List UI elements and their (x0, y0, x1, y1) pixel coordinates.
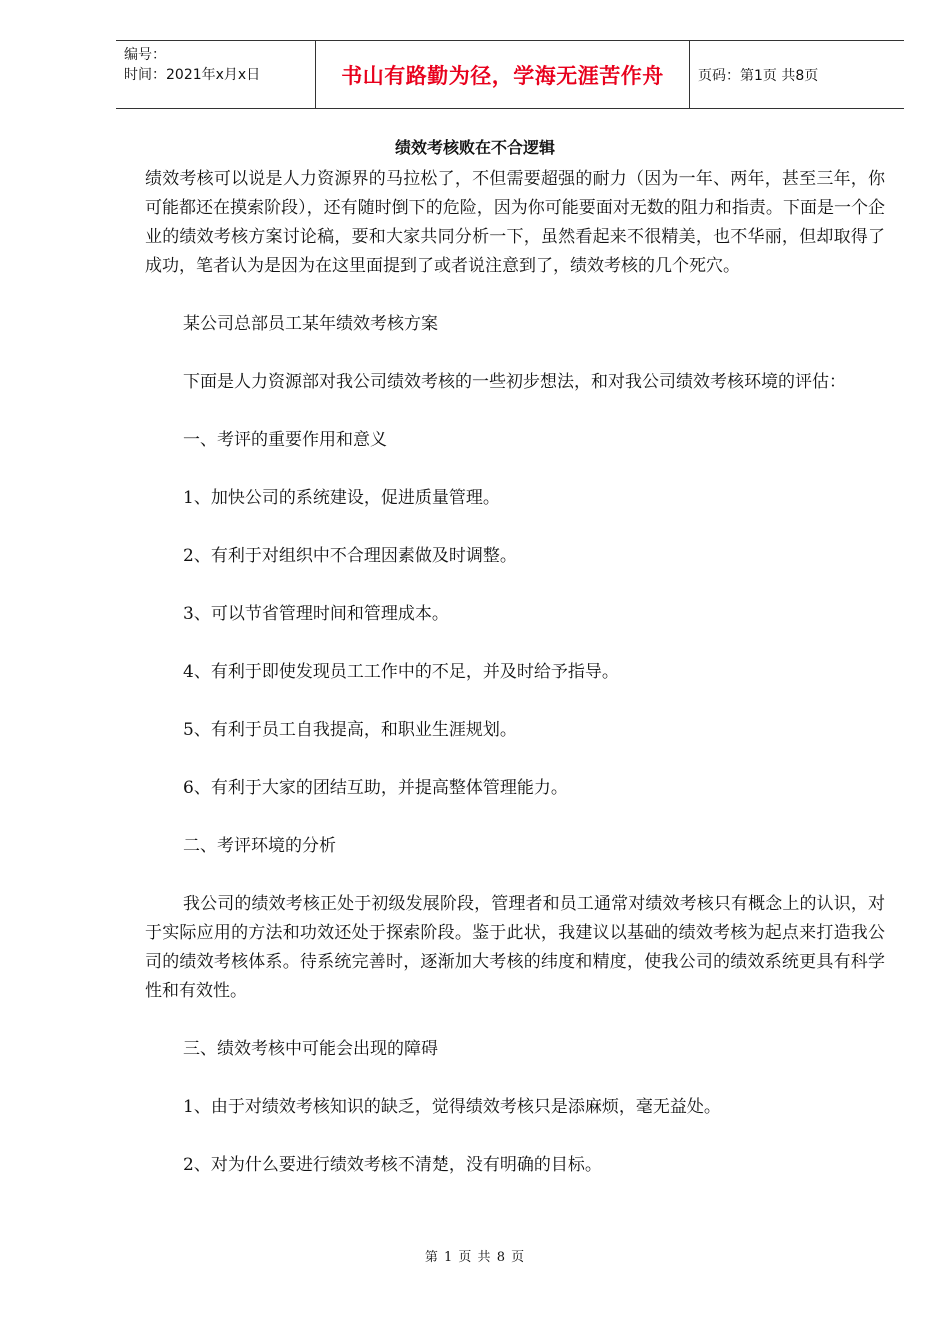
header-motto: 书山有路勤为径，学海无涯苦作舟 (316, 41, 690, 108)
page-footer: 第 1 页 共 8 页 (424, 1250, 526, 1265)
document-number-label: 编号： (124, 47, 166, 63)
header-page-info: 页码：第1页 共8页 (698, 67, 819, 84)
list-item: 5、有利于员工自我提高，和职业生涯规划。 (183, 720, 517, 740)
page-header (116, 40, 904, 109)
section-2-paragraph: 我公司的绩效考核正处于初级发展阶段，管理者和员工通常对绩效考核只有概念上的认识，对于实际应用的方法和功效还处于探索阶段。鉴于此状，我建议以基础的绩效考核为起点来打造我公司的绩效考核体系。待系统完善时，逐渐加大考核的纬度和精度，使我公司的绩效系统更具有科学性和有效性。 (145, 894, 885, 1001)
list-item: 2、有利于对组织中不合理因素做及时调整。 (183, 546, 517, 566)
list-item: 3、可以节省管理时间和管理成本。 (183, 604, 449, 624)
document-title: 绩效考核败在不合逻辑 (394, 138, 555, 157)
intro-paragraph: 绩效考核可以说是人力资源界的马拉松了，不但需要超强的耐力（因为一年、两年，甚至三年，你可能都还在摸索阶段），还有随时倒下的危险，因为你可能要面对无数的阻力和指责。下面是一个企业的绩效考核方案讨论稿，要和大家共同分析一下，虽然看起来不很精美，也不华丽，但却取得了成功，笔者认为是因为在这里面提到了或者说注意到了，绩效考核的几个死穴。 (145, 169, 885, 276)
list-item: 1、由于对绩效考核知识的缺乏，觉得绩效考核只是添麻烦，毫无益处。 (183, 1097, 721, 1117)
plan-title: 某公司总部员工某年绩效考核方案 (183, 314, 438, 334)
list-item: 2、对为什么要进行绩效考核不清楚，没有明确的目标。 (183, 1155, 602, 1175)
list-item: 6、有利于大家的团结互助，并提高整体管理能力。 (183, 778, 568, 798)
document-body (145, 165, 885, 1180)
section-3-heading: 三、绩效考核中可能会出现的障碍 (183, 1039, 438, 1059)
section-2-heading: 二、考评环境的分析 (183, 836, 336, 856)
list-item: 1、加快公司的系统建设，促进质量管理。 (183, 488, 500, 508)
section-1-heading: 一、考评的重要作用和意义 (183, 430, 387, 450)
header-meta (116, 41, 316, 108)
document-time: 时间：2021年x月x日 (124, 67, 261, 83)
plan-intro-paragraph: 下面是人力资源部对我公司绩效考核的一些初步想法，和对我公司绩效考核环境的评估： (183, 372, 846, 392)
list-item: 4、有利于即使发现员工工作中的不足，并及时给予指导。 (183, 662, 619, 682)
